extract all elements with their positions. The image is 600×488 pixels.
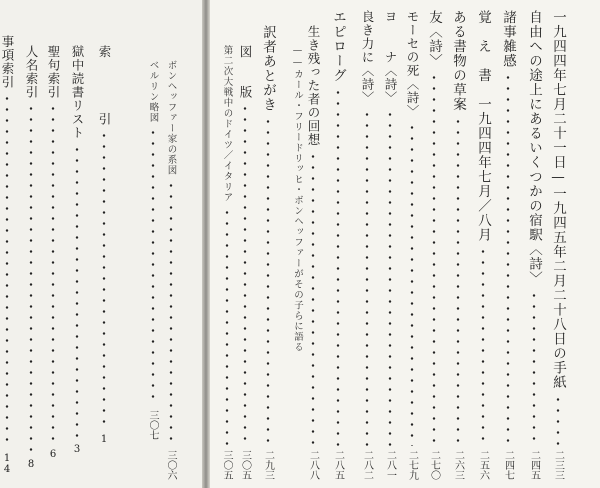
toc-page: 三〇五 — [221, 450, 232, 480]
toc-page: 二八一 — [384, 450, 396, 480]
toc-title: 良き力に〈詩〉 — [360, 10, 375, 105]
toc-subtitle: ——カール・フリードリッヒ・ボンヘッファーがその子らに語る — [292, 45, 303, 353]
toc-title: ベルリン略図 — [147, 60, 159, 123]
toc-page: 三〇七 — [147, 410, 158, 440]
toc-page: 二六三 — [452, 450, 464, 480]
toc-page: 二八五 — [332, 450, 344, 480]
toc-page: 二八二 — [361, 450, 373, 480]
toc-title: 事項索引 — [0, 35, 15, 89]
toc-title: 訳者あとがき — [260, 25, 276, 112]
toc-page: 14 — [1, 453, 13, 475]
toc-page: 二七九 — [406, 450, 418, 480]
toc-title: ボンヘッファー家の系図 — [165, 60, 177, 176]
leader-dots — [424, 72, 444, 446]
toc-title: 友〈詩〉 — [426, 10, 442, 68]
toc-page: 二九三 — [262, 450, 274, 480]
leader-dots — [473, 246, 493, 446]
toc-title: 覚 え 書 一九四四年七月／八月 — [475, 10, 491, 242]
leader-dots — [236, 103, 254, 446]
left-page — [0, 0, 202, 488]
leader-dots — [403, 122, 421, 446]
toc-page: 三〇五 — [239, 450, 251, 480]
toc-page: 二三三 — [552, 450, 564, 480]
right-page — [210, 0, 600, 488]
toc-title: 生き残った者の回想 — [306, 25, 321, 147]
toc-title: 自由への途上にあるいくつかの宿駅〈詩〉 — [526, 10, 542, 286]
leader-dots — [219, 207, 234, 447]
leader-dots — [448, 116, 468, 447]
leader-dots — [524, 290, 544, 447]
toc-title: 聖句索引 — [46, 45, 61, 99]
leader-dots — [68, 144, 86, 441]
toc-title: モーセの死〈詩〉 — [405, 10, 420, 118]
toc-page: 二五六 — [477, 450, 489, 480]
leader-dots — [304, 151, 322, 447]
leader-dots — [145, 127, 160, 406]
leader-dots — [258, 116, 278, 446]
toc-title: 人名索引 — [24, 45, 39, 99]
leader-dots — [548, 394, 568, 447]
toc-title: 一九四四年七月二十一日—一九四五年二月二十八日の手紙 — [550, 10, 566, 390]
toc-page: 1 — [98, 434, 110, 445]
toc-title: 第二次大戦中のドイツ／イタリア — [221, 45, 233, 203]
leader-dots — [498, 72, 518, 446]
toc-page: 3 — [71, 444, 83, 455]
toc-title: ヨ ナ〈詩〉 — [383, 10, 398, 105]
toc-title: エピローグ — [330, 10, 346, 83]
leader-dots — [328, 87, 348, 447]
toc-title: ある書物の草案 — [450, 10, 466, 112]
toc-page: 二四七 — [502, 450, 514, 480]
toc-title: 諸事雑感 — [500, 10, 516, 68]
toc-page: 二四五 — [528, 450, 540, 480]
toc-title: 図 版 — [238, 45, 253, 99]
leader-dots — [44, 103, 62, 445]
toc-page: 8 — [25, 459, 37, 470]
leader-dots — [163, 180, 178, 447]
toc-page: 三〇六 — [165, 450, 176, 480]
toc-title: 獄中読書リスト — [70, 45, 85, 140]
leader-dots — [358, 109, 376, 447]
toc-page: 二七〇 — [428, 450, 440, 480]
toc-title: 索 引 — [97, 45, 112, 126]
leader-dots — [381, 109, 399, 447]
leader-dots — [0, 93, 16, 449]
leader-dots — [95, 130, 113, 430]
book-gutter — [202, 0, 210, 488]
toc-page: 二八八 — [307, 450, 319, 480]
leader-dots — [22, 103, 40, 455]
toc-page: 6 — [47, 449, 59, 460]
